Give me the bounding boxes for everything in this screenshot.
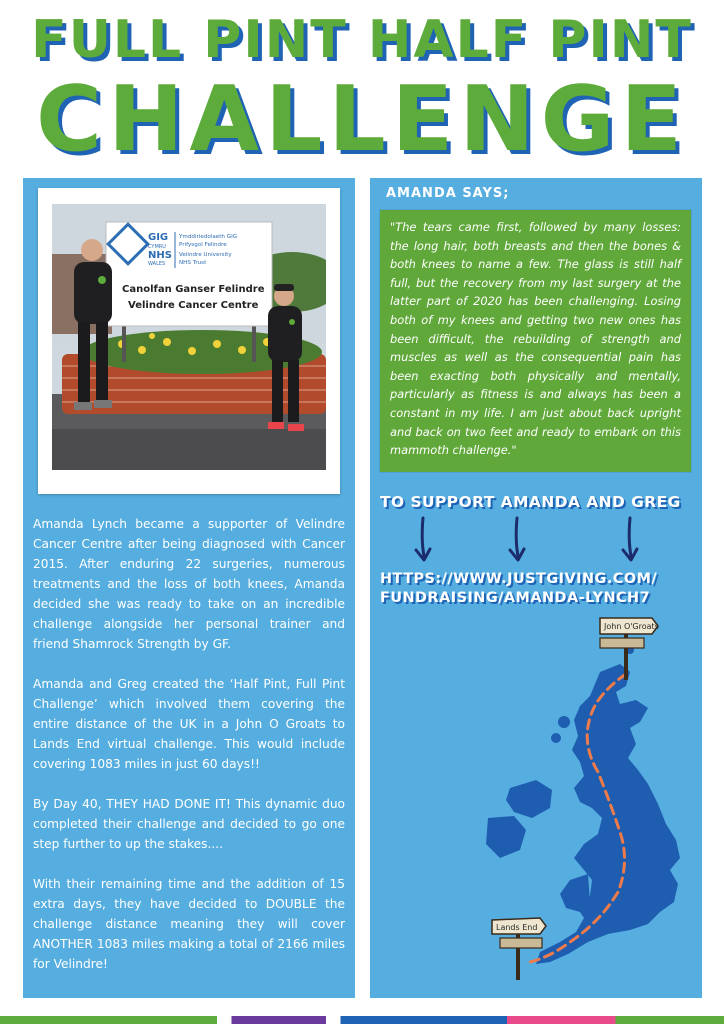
sign-trust-welsh-1: Ymddiriedolaeth GIG — [179, 234, 238, 240]
story-paragraph: Amanda Lynch became a supporter of Velindre Cancer Centre after being diagnosed with Cancer 2015. After enduring 22 surgeries, numerous treatments and the loss of both knees, Amanda decided she was ready to take on an incredible challenge alongside her personal trainer and friend Shamrock Strength by GF. — [33, 517, 345, 651]
arrow-down-icon — [620, 516, 640, 566]
story-text — [33, 514, 345, 994]
uk-map-landmass — [536, 664, 680, 964]
sign-logo-wales: WALES — [148, 261, 166, 267]
donation-link-line-2[interactable]: FUNDRAISING/AMANDA-LYNCH7 — [380, 590, 651, 606]
sign-text-welsh: Canolfan Ganser Felindre — [122, 284, 265, 295]
title-line-2: CHALLENGE — [36, 67, 688, 172]
quote-box — [380, 210, 691, 472]
story-paragraph: Amanda and Greg created the ‘Half Pint, Full Pint Challenge’ which involved them covering the entire distance of the UK in a John O Groats to Lands End virtual challenge. This would include covering 1083 miles in just 60 days!! — [33, 677, 345, 771]
title-line-1: FULL PINT HALF PINT — [31, 10, 693, 70]
donation-link[interactable] — [380, 570, 702, 608]
story-paragraph: By Day 40, THEY HAD DONE IT! This dynamic duo completed their challenge and decided to go one step further to up the stakes.... — [33, 797, 345, 851]
footer-color-strip — [0, 1016, 724, 1024]
photo-frame — [38, 188, 340, 494]
sign-text-english: Velindre Cancer Centre — [128, 300, 259, 311]
story-paragraph: With their remaining time and the addition of 15 extra days, they have decided to DOUBLE the challenge distance meaning they will cover ANOTHER 1083 miles making a total of 2166 miles for Velindre! — [33, 877, 345, 971]
sign-trust-welsh-2: Prifysgol Felindre — [179, 242, 227, 248]
donation-link-line-1[interactable]: HTTPS://WWW.JUSTGIVING.COM/ — [380, 571, 658, 587]
lands-end-sign-text: Lands End — [496, 923, 538, 932]
support-heading: TO SUPPORT AMANDA AND GREG — [380, 493, 681, 511]
photo-illustration — [52, 204, 326, 470]
photo — [52, 204, 326, 470]
john-ogroats-sign-text: John O'Groats — [604, 622, 659, 631]
sign-trust-english-2: NHS Trust — [179, 260, 207, 266]
quote-heading: AMANDA SAYS; — [386, 186, 510, 201]
sign-logo-cymru: CYMRU — [148, 244, 166, 250]
uk-map — [480, 612, 700, 990]
arrow-down-icon — [413, 516, 433, 566]
sign-trust-english-1: Velindre University — [179, 252, 232, 258]
sign-logo-nhs: NHS — [148, 250, 172, 261]
quote-text: "The tears came first, followed by many losses: the long hair, both breasts and then the bones & both knees to name a few. The glass is still half full, but the recovery from my last surgery at the latter part of 2020 has been challenging. Losing both of my knees and getting two new ones has been difficult, the rebuilding of strength and muscles as well as the consequential pain has been exacting both physically and mentally, particularly as fitness is and always has been a constant in my life. I am just about back upright and back on two feet and ready to embark on this mammoth challenge." — [390, 220, 681, 458]
arrow-down-icon — [507, 516, 527, 566]
sign-logo-gig: GIG — [148, 232, 169, 243]
